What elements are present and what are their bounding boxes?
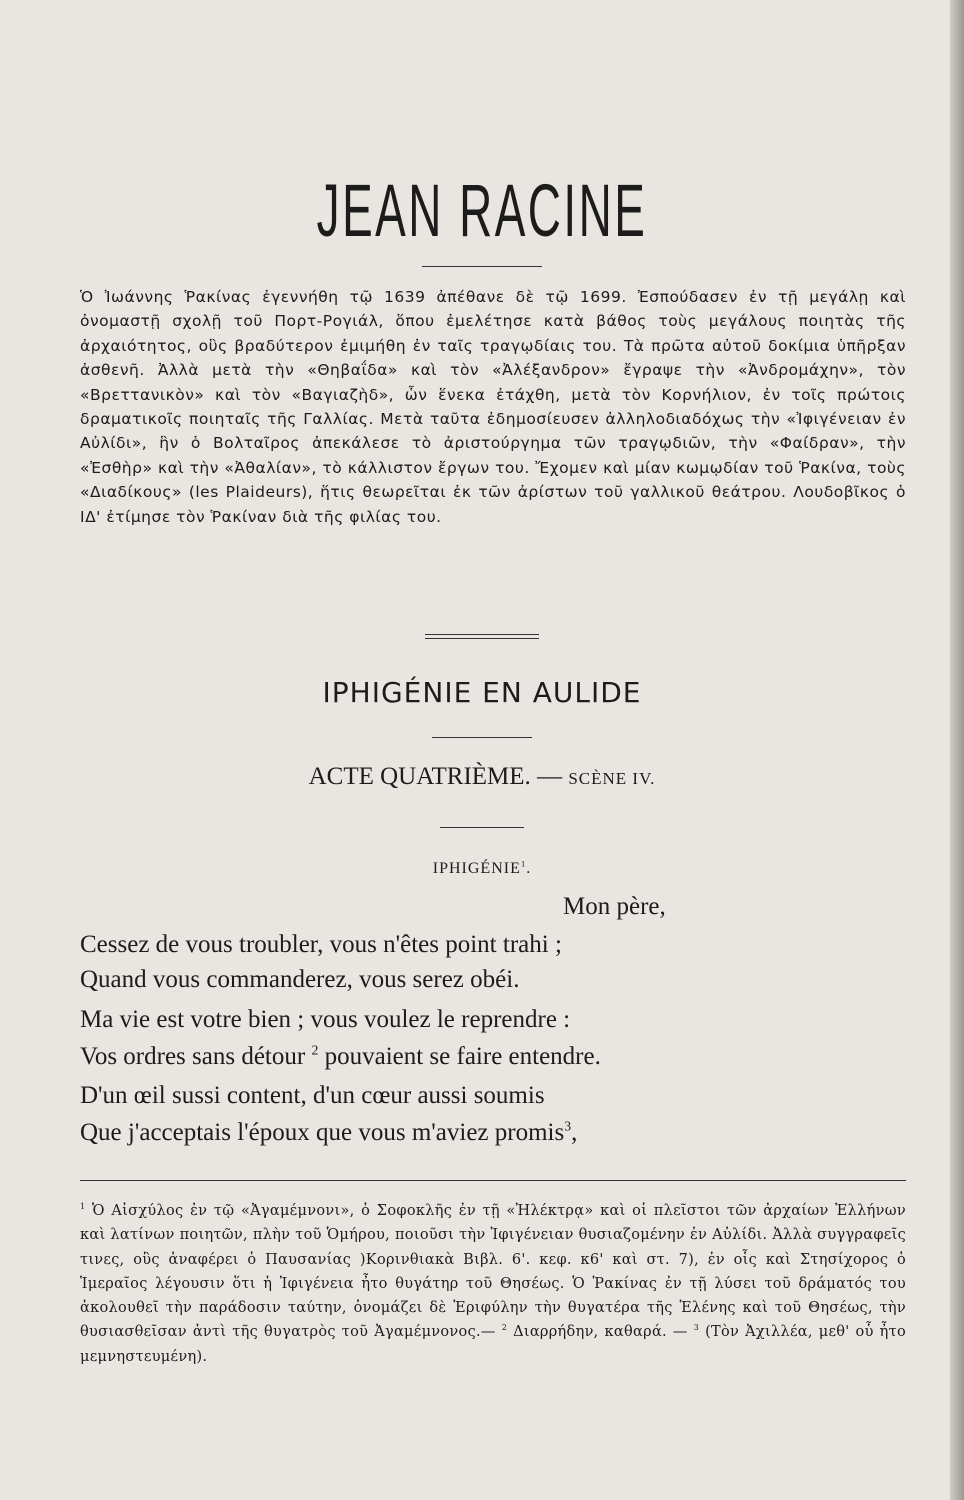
footnote-3: (Τὸν Ἀχιλλέα, μεθ' οὗ ἦτο μεμνηστευμένη). <box>80 1324 906 1365</box>
act-dash: — <box>537 763 563 790</box>
verse-line: Mon père, <box>563 893 666 920</box>
act-label: ACTE QUATRIÈME. <box>308 763 531 790</box>
footnote-2: Διαρρήδην, καθαρά. — <box>513 1324 688 1341</box>
verse-line: Quand vous commanderez, vous serez obéi. <box>80 966 520 993</box>
divider <box>440 827 524 828</box>
divider <box>425 634 539 635</box>
page-title: JEAN RACINE <box>316 169 648 252</box>
page-edge-shadow <box>950 0 964 1500</box>
footnote-marker: 2 <box>501 1323 508 1333</box>
scene-label: SCÈNE IV. <box>568 769 656 788</box>
footnote-1: Ὁ Αἰσχύλος ἐν τῷ «Ἀγαμέμνονι», ὁ Σοφοκλῆς ἐν τῇ «Ἠλέκτρᾳ» καὶ οἱ πλεῖστοι τῶν ἀρχαίων Ἑλλήνων καὶ λατίνων ποιητῶν, πλὴν τοῦ Ὁμήρου, ποιοῦσι τὴν Ἰφιγένειαν θυσιαζομένην ἐν Αὐλίδι. Ἀλλὰ συγγραφεῖς τινες, οὓς ἀναφέρει ὁ Παυσανίας )Κορινθιακὰ Βιβλ. 6'. κεφ. κ6' καὶ στ. 7), ἐν οἷς καὶ Στησίχορος ὁ Ἱμεραῖος λέγουσιν ὅτι ἡ Ἰφιγένεια ἦτο θυγάτηρ τοῦ Θησέως. Ὁ Ῥακίνας ἐν τῇ λύσει τοῦ δράματός του ἀκολουθεῖ τὴν παράδοσιν ταύτην, ὀνομάζει δὲ Ἐριφύλην τὴν θυγατέρα τῆς Ἑλένης καὶ τοῦ Θησέως, τὴν θυσιασθεῖσαν ἀντὶ τῆς θυγατρὸς τοῦ Ἀγαμέμνονος.— <box>80 1203 906 1341</box>
footnote-ref: 2 <box>311 1042 319 1058</box>
play-title: IPHIGÉNIE EN AULIDE <box>322 676 642 709</box>
footnote-marker: 3 <box>693 1323 700 1333</box>
verse-part: pouvaient se faire entendre. <box>324 1043 601 1070</box>
divider <box>425 638 539 639</box>
biography-paragraph: Ὁ Ἰωάννης Ῥακίνας ἐγεννήθη τῷ 1639 ἀπέθανε δὲ τῷ 1699. Ἐσπούδασεν ἐν τῇ μεγάλῃ καὶ ὀνομαστῇ σχολῇ τοῦ Πορτ-Ρογιάλ, ὅπου ἐμελέτησε κατὰ βάθος τοὺς μεγάλους ποιητὰς τῆς ἀρχαιότητος, οὓς βραδύτερον ἐμιμήθη ἐν ταῖς τραγῳδίαις του. Τὰ πρῶτα αὐτοῦ δοκίμια ὑπῆρξαν ἀσθενῆ. Ἀλλὰ μετὰ τὴν «Θηβαΐδα» καὶ τὸν «Ἀλέξανδρον» ἔγραψε τὴν «Ἀνδρομάχην», τὸν «Βρεττανικὸν» καὶ τὸν «Βαγιαζὴδ», ὧν ἕνεκα ἐτάχθη, μετὰ τὸν Κορνήλιον, ἐν τοῖς πρώτοις δραματικοῖς ποιηταῖς τῆς Γαλλίας. Μετὰ ταῦτα ἐδημοσίευσεν ἀλληλοδιαδόχως τὴν «Ἰφιγένειαν ἐν Αὐλίδι», ἣν ὁ Βολταῖρος ἀπεκάλεσε τὸ ἀριστούργημα τῶν τραγῳδιῶν, τὴν «Φαίδραν», τὴν «Ἐσθὴρ» καὶ τὴν «Ἀθαλίαν», τὸ κάλλιστον ἔργων του. Ἔχομεν καὶ μίαν κωμῳδίαν τοῦ Ῥακίνα, τοὺς «Διαδίκους» (les Plaideurs), ἥτις θεωρεῖται ἐκ τῶν ἀρίστων τοῦ γαλλικοῦ θεάτρου. Λουδοβῖκος ὁ ΙΔ' ἐτίμησε τὸν Ῥακίναν διὰ τῆς φιλίας του. <box>80 288 906 526</box>
verse-line: Ma vie est votre bien ; vous voulez le reprendre : <box>80 1006 571 1033</box>
divider <box>422 266 542 267</box>
verse-line <box>80 1040 910 1074</box>
footnote-ref: 3 <box>564 1118 572 1134</box>
footnote-ref: 1 <box>520 858 527 869</box>
act-scene-heading <box>0 763 964 791</box>
speaker-dot: . <box>526 860 532 877</box>
footnote-marker: 1 <box>80 1202 86 1212</box>
footnotes <box>80 1199 906 1369</box>
speaker-name <box>0 860 964 878</box>
verse-part: Que j'acceptais l'époux que vous m'aviez promis <box>80 1119 565 1146</box>
verse-part: , <box>571 1119 578 1146</box>
verse-line <box>80 1116 910 1150</box>
verse-line: D'un œil sussi content, d'un cœur aussi soumis <box>80 1082 545 1109</box>
verse-part: Vos ordres sans détour <box>80 1043 306 1070</box>
verse-line: Cessez de vous troubler, vous n'êtes point trahi ; <box>80 931 562 958</box>
speaker-label: IPHIGÉNIE <box>432 860 521 877</box>
footnote-rule <box>80 1180 906 1181</box>
divider <box>432 737 532 738</box>
